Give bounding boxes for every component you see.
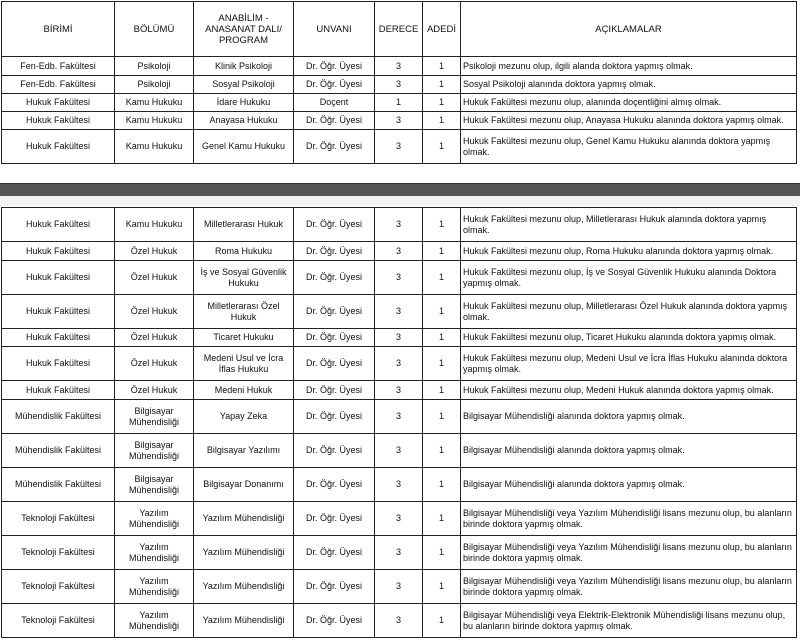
table-row bbox=[2, 434, 797, 468]
cell-derece: 3 bbox=[375, 208, 423, 242]
cell-anabilim: Yazılım Mühendisliği bbox=[194, 570, 294, 604]
table-row bbox=[2, 130, 797, 164]
cell-unvan: Dr. Öğr. Üyesi bbox=[294, 434, 375, 468]
cell-bolum: Özel Hukuk bbox=[115, 347, 194, 381]
table-row bbox=[2, 604, 797, 638]
cell-unvan: Dr. Öğr. Üyesi bbox=[294, 242, 375, 261]
cell-adet: 1 bbox=[423, 295, 461, 329]
cell-birim: Hukuk Fakültesi bbox=[2, 329, 115, 347]
positions-table-part-1 bbox=[1, 1, 797, 164]
cell-aciklama: Bilgisayar Mühendisliği alanında doktora yapmış olmak. bbox=[461, 468, 797, 502]
cell-anabilim: Milletlerarası Özel Hukuk bbox=[194, 295, 294, 329]
table-row bbox=[2, 208, 797, 242]
table-row bbox=[2, 347, 797, 381]
cell-derece: 3 bbox=[375, 381, 423, 400]
cell-adet: 1 bbox=[423, 94, 461, 112]
cell-unvan: Dr. Öğr. Üyesi bbox=[294, 130, 375, 164]
cell-unvan: Dr. Öğr. Üyesi bbox=[294, 570, 375, 604]
cell-adet: 1 bbox=[423, 112, 461, 130]
table-row bbox=[2, 502, 797, 536]
cell-aciklama: Bilgisayar Mühendisliği veya Yazılım Mühendisliği lisans mezunu olup, bu alanların birinde doktora yapmış olmak. bbox=[461, 502, 797, 536]
cell-unvan: Dr. Öğr. Üyesi bbox=[294, 112, 375, 130]
cell-aciklama: Hukuk Fakültesi mezunu olup, Medeni Usul ve İcra İflas Hukuku alanında doktora yapmış olmak. bbox=[461, 347, 797, 381]
cell-aciklama: Hukuk Fakültesi mezunu olup, Anayasa Hukuku alanında doktora yapmış olmak. bbox=[461, 112, 797, 130]
cell-anabilim: Bilgisayar Yazılımı bbox=[194, 434, 294, 468]
cell-derece: 3 bbox=[375, 329, 423, 347]
cell-birim: Hukuk Fakültesi bbox=[2, 112, 115, 130]
positions-table-part-2 bbox=[1, 207, 797, 638]
cell-anabilim: Roma Hukuku bbox=[194, 242, 294, 261]
cell-derece: 3 bbox=[375, 242, 423, 261]
cell-adet: 1 bbox=[423, 347, 461, 381]
cell-unvan: Dr. Öğr. Üyesi bbox=[294, 381, 375, 400]
cell-adet: 1 bbox=[423, 381, 461, 400]
cell-unvan: Dr. Öğr. Üyesi bbox=[294, 347, 375, 381]
cell-bolum: Yazılım Mühendisliği bbox=[115, 502, 194, 536]
table-row bbox=[2, 570, 797, 604]
cell-birim: Hukuk Fakültesi bbox=[2, 130, 115, 164]
cell-unvan: Doçent bbox=[294, 94, 375, 112]
cell-derece: 3 bbox=[375, 295, 423, 329]
cell-birim: Hukuk Fakültesi bbox=[2, 208, 115, 242]
cell-bolum: Özel Hukuk bbox=[115, 381, 194, 400]
cell-unvan: Dr. Öğr. Üyesi bbox=[294, 295, 375, 329]
cell-birim: Hukuk Fakültesi bbox=[2, 295, 115, 329]
cell-derece: 3 bbox=[375, 570, 423, 604]
cell-unvan: Dr. Öğr. Üyesi bbox=[294, 468, 375, 502]
cell-birim: Fen-Edb. Fakültesi bbox=[2, 76, 115, 94]
cell-bolum: Yazılım Mühendisliği bbox=[115, 570, 194, 604]
cell-anabilim: Yapay Zeka bbox=[194, 400, 294, 434]
cell-unvan: Dr. Öğr. Üyesi bbox=[294, 502, 375, 536]
cell-bolum: Yazılım Mühendisliği bbox=[115, 536, 194, 570]
table-row bbox=[2, 94, 797, 112]
cell-derece: 1 bbox=[375, 94, 423, 112]
cell-adet: 1 bbox=[423, 468, 461, 502]
cell-anabilim: Yazılım Mühendisliği bbox=[194, 502, 294, 536]
cell-derece: 3 bbox=[375, 130, 423, 164]
cell-derece: 3 bbox=[375, 502, 423, 536]
cell-anabilim: Bilgisayar Donanımı bbox=[194, 468, 294, 502]
cell-adet: 1 bbox=[423, 261, 461, 295]
header-anabilim: ANABİLİM - ANASANAT DALI/ PROGRAM bbox=[194, 2, 294, 57]
cell-bolum: Kamu Hukuku bbox=[115, 94, 194, 112]
header-unvani: UNVANI bbox=[294, 2, 375, 57]
table-body-part-2 bbox=[2, 208, 797, 638]
cell-birim: Hukuk Fakültesi bbox=[2, 94, 115, 112]
table-row bbox=[2, 76, 797, 94]
cell-unvan: Dr. Öğr. Üyesi bbox=[294, 604, 375, 638]
cell-derece: 3 bbox=[375, 57, 423, 76]
cell-aciklama: Bilgisayar Mühendisliği alanında doktora yapmış olmak. bbox=[461, 400, 797, 434]
cell-unvan: Dr. Öğr. Üyesi bbox=[294, 400, 375, 434]
table-row bbox=[2, 329, 797, 347]
cell-anabilim: Klinik Psikoloji bbox=[194, 57, 294, 76]
cell-bolum: Özel Hukuk bbox=[115, 261, 194, 295]
cell-birim: Teknoloji Fakültesi bbox=[2, 570, 115, 604]
cell-adet: 1 bbox=[423, 76, 461, 94]
header-aciklamalar: AÇIKLAMALAR bbox=[461, 2, 797, 57]
cell-aciklama: Hukuk Fakültesi mezunu olup, Ticaret Hukuku alanında doktora yapmış olmak. bbox=[461, 329, 797, 347]
cell-adet: 1 bbox=[423, 536, 461, 570]
cell-adet: 1 bbox=[423, 434, 461, 468]
cell-derece: 3 bbox=[375, 112, 423, 130]
cell-aciklama: Bilgisayar Mühendisliği veya Yazılım Mühendisliği lisans mezunu olup, bu alanların birinde doktora yapmış olmak. bbox=[461, 570, 797, 604]
cell-unvan: Dr. Öğr. Üyesi bbox=[294, 329, 375, 347]
cell-adet: 1 bbox=[423, 208, 461, 242]
table-header-row bbox=[2, 2, 797, 57]
cell-birim: Hukuk Fakültesi bbox=[2, 261, 115, 295]
page-separator bbox=[0, 183, 800, 197]
cell-anabilim: Ticaret Hukuku bbox=[194, 329, 294, 347]
cell-aciklama: Psikoloji mezunu olup, ilgili alanda doktora yapmış olmak. bbox=[461, 57, 797, 76]
cell-birim: Mühendislik Fakültesi bbox=[2, 468, 115, 502]
cell-derece: 3 bbox=[375, 400, 423, 434]
cell-bolum: Özel Hukuk bbox=[115, 242, 194, 261]
cell-aciklama: Hukuk Fakültesi mezunu olup, Milletlerarası Özel Hukuk alanında doktora yapmış olmak. bbox=[461, 295, 797, 329]
cell-derece: 3 bbox=[375, 347, 423, 381]
table-row bbox=[2, 381, 797, 400]
cell-derece: 3 bbox=[375, 468, 423, 502]
table-row bbox=[2, 261, 797, 295]
cell-anabilim: Medeni Hukuk bbox=[194, 381, 294, 400]
header-birimi: BİRİMİ bbox=[2, 2, 115, 57]
cell-birim: Teknoloji Fakültesi bbox=[2, 604, 115, 638]
cell-unvan: Dr. Öğr. Üyesi bbox=[294, 76, 375, 94]
cell-anabilim: Yazılım Mühendisliği bbox=[194, 604, 294, 638]
cell-bolum: Bilgisayar Mühendisliği bbox=[115, 468, 194, 502]
cell-bolum: Kamu Hukuku bbox=[115, 130, 194, 164]
cell-derece: 3 bbox=[375, 434, 423, 468]
cell-adet: 1 bbox=[423, 130, 461, 164]
table-row bbox=[2, 295, 797, 329]
cell-bolum: Bilgisayar Mühendisliği bbox=[115, 400, 194, 434]
table-row bbox=[2, 112, 797, 130]
cell-aciklama: Bilgisayar Mühendisliği alanında doktora yapmış olmak. bbox=[461, 434, 797, 468]
cell-aciklama: Bilgisayar Mühendisliği veya Yazılım Mühendisliği lisans mezunu olup, bu alanların birinde doktora yapmış olmak. bbox=[461, 536, 797, 570]
cell-bolum: Psikoloji bbox=[115, 57, 194, 76]
cell-bolum: Özel Hukuk bbox=[115, 295, 194, 329]
cell-anabilim: İdare Hukuku bbox=[194, 94, 294, 112]
cell-unvan: Dr. Öğr. Üyesi bbox=[294, 57, 375, 76]
header-bolumu: BÖLÜMÜ bbox=[115, 2, 194, 57]
cell-anabilim: Sosyal Psikoloji bbox=[194, 76, 294, 94]
cell-adet: 1 bbox=[423, 502, 461, 536]
cell-bolum: Kamu Hukuku bbox=[115, 112, 194, 130]
cell-birim: Mühendislik Fakültesi bbox=[2, 434, 115, 468]
cell-derece: 3 bbox=[375, 261, 423, 295]
cell-bolum: Psikoloji bbox=[115, 76, 194, 94]
table-row bbox=[2, 242, 797, 261]
table-body-part-1 bbox=[2, 57, 797, 164]
cell-aciklama: Sosyal Psikoloji alanında doktora yapmış olmak. bbox=[461, 76, 797, 94]
cell-anabilim: Anayasa Hukuku bbox=[194, 112, 294, 130]
cell-anabilim: Genel Kamu Hukuku bbox=[194, 130, 294, 164]
table-row bbox=[2, 468, 797, 502]
cell-unvan: Dr. Öğr. Üyesi bbox=[294, 261, 375, 295]
cell-anabilim: Yazılım Mühendisliği bbox=[194, 536, 294, 570]
cell-aciklama: Hukuk Fakültesi mezunu olup, Roma Hukuku alanında doktora yapmış olmak. bbox=[461, 242, 797, 261]
cell-adet: 1 bbox=[423, 604, 461, 638]
cell-birim: Hukuk Fakültesi bbox=[2, 381, 115, 400]
cell-birim: Teknoloji Fakültesi bbox=[2, 502, 115, 536]
cell-aciklama: Bilgisayar Mühendisliği veya Elektrik-Elektronik Mühendisliği lisans mezunu olup, bu alanların birinde doktora yapmış olmak. bbox=[461, 604, 797, 638]
cell-anabilim: Medeni Usul ve İcra İflas Hukuku bbox=[194, 347, 294, 381]
cell-adet: 1 bbox=[423, 329, 461, 347]
cell-adet: 1 bbox=[423, 242, 461, 261]
page-gap bbox=[0, 196, 800, 206]
table-row bbox=[2, 400, 797, 434]
cell-derece: 3 bbox=[375, 76, 423, 94]
cell-derece: 3 bbox=[375, 604, 423, 638]
table-row bbox=[2, 57, 797, 76]
cell-bolum: Kamu Hukuku bbox=[115, 208, 194, 242]
header-adedi: ADEDİ bbox=[423, 2, 461, 57]
cell-aciklama: Hukuk Fakültesi mezunu olup, alanında doçentliğini almış olmak. bbox=[461, 94, 797, 112]
cell-birim: Hukuk Fakültesi bbox=[2, 347, 115, 381]
cell-adet: 1 bbox=[423, 57, 461, 76]
table-row bbox=[2, 536, 797, 570]
cell-aciklama: Hukuk Fakültesi mezunu olup, Medeni Hukuk alanında doktora yapmış olmak. bbox=[461, 381, 797, 400]
cell-adet: 1 bbox=[423, 400, 461, 434]
cell-birim: Fen-Edb. Fakültesi bbox=[2, 57, 115, 76]
cell-birim: Mühendislik Fakültesi bbox=[2, 400, 115, 434]
cell-anabilim: Milletlerarası Hukuk bbox=[194, 208, 294, 242]
cell-aciklama: Hukuk Fakültesi mezunu olup, Genel Kamu Hukuku alanında doktora yapmış olmak. bbox=[461, 130, 797, 164]
cell-birim: Hukuk Fakültesi bbox=[2, 242, 115, 261]
cell-aciklama: Hukuk Fakültesi mezunu olup, İş ve Sosyal Güvenlik Hukuku alanında Doktora yapmış olmak. bbox=[461, 261, 797, 295]
header-derece: DERECE bbox=[375, 2, 423, 57]
cell-bolum: Yazılım Mühendisliği bbox=[115, 604, 194, 638]
cell-aciklama: Hukuk Fakültesi mezunu olup, Milletlerarası Hukuk alanında doktora yapmış olmak. bbox=[461, 208, 797, 242]
cell-birim: Teknoloji Fakültesi bbox=[2, 536, 115, 570]
cell-bolum: Bilgisayar Mühendisliği bbox=[115, 434, 194, 468]
cell-bolum: Özel Hukuk bbox=[115, 329, 194, 347]
cell-unvan: Dr. Öğr. Üyesi bbox=[294, 208, 375, 242]
cell-adet: 1 bbox=[423, 570, 461, 604]
cell-derece: 3 bbox=[375, 536, 423, 570]
cell-unvan: Dr. Öğr. Üyesi bbox=[294, 536, 375, 570]
cell-anabilim: İş ve Sosyal Güvenlik Hukuku bbox=[194, 261, 294, 295]
